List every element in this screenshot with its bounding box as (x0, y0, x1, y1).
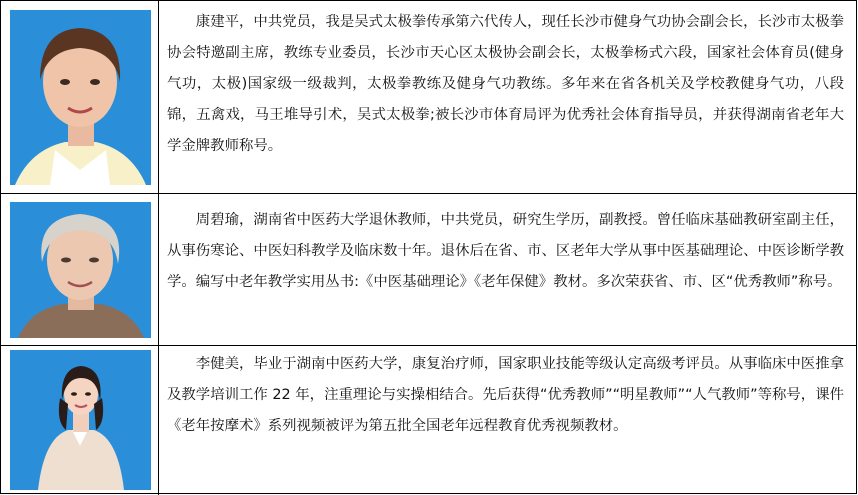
bio-text (159, 346, 856, 495)
profile-row-3 (1, 345, 856, 495)
bio-text (159, 1, 856, 193)
photo-cell (1, 194, 159, 345)
bio-paragraph: 康建平，中共党员，我是吴式太极拳传承第六代传人，现任长沙市健身气功协会副会长，长沙市太极拳协会特邀副主席，教练专业委员，长沙市天心区太极协会副会长，太极拳杨式六段，国家社会体育员(健身气功，太极)国家级一级裁判，太极拳教练及健身气功教练。多年来在省各机关及学校教健身气功，八段锦，五禽戏，马王堆导引术，吴式太极拳;被长沙市体育局评为优秀社会体育指导员，并获得湖南省老年大学金牌教师称号。 (167, 14, 844, 154)
photo-cell (1, 346, 159, 495)
profile-row-2 (1, 193, 856, 345)
portrait-photo (10, 350, 151, 490)
portrait-photo (10, 202, 151, 338)
bio-paragraph: 周碧瑜，湖南省中医药大学退休教师，中共党员，研究生学历，副教授。曾任临床基础教研室副主任，从事伤寒论、中医妇科教学及临床数十年。退休后在省、市、区老年大学从事中医基础理论、中医诊断学教学。编写中老年教学实用丛书:《中医基础理论》《老年保健》教材。多次荣获省、市、区“优秀教师”称号。 (167, 212, 844, 290)
bio-text (159, 194, 856, 345)
bio-paragraph: 李健美，毕业于湖南中医药大学，康复治疗师，国家职业技能等级认定高级考评员。从事临床中医推拿及教学培训工作 22 年，注重理论与实操相结合。先后获得“优秀教师”“明星教师”“人气教师”等称号，课件《老年按摩术》系列视频被评为第五批全国老年远程教育优秀视频教材。 (167, 356, 844, 434)
photo-cell (1, 1, 159, 193)
profile-row-1 (1, 1, 856, 193)
portrait-photo (10, 10, 151, 185)
